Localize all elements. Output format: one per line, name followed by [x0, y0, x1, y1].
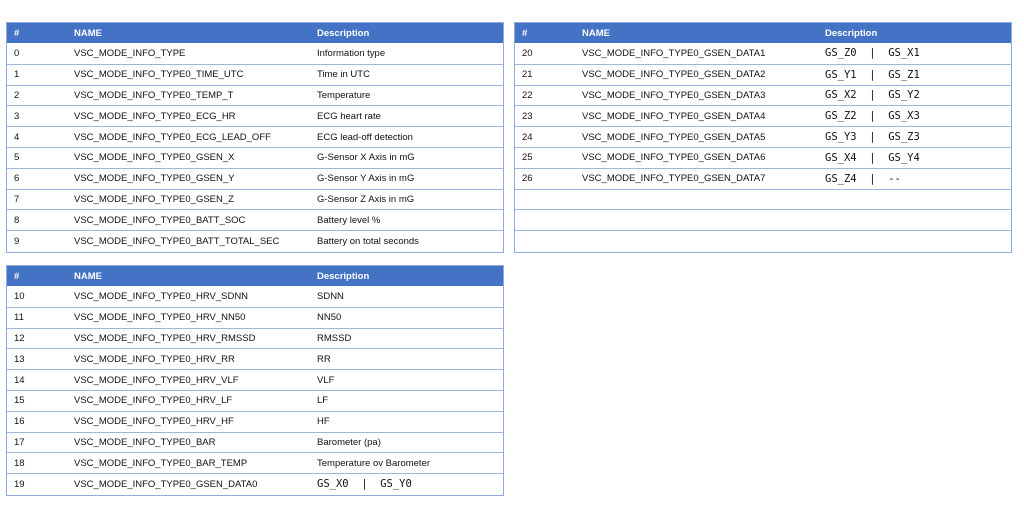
row-name: VSC_MODE_INFO_TYPE0_GSEN_DATA6 — [582, 152, 766, 164]
table-row — [7, 189, 503, 210]
table-row — [7, 286, 503, 307]
table-row — [515, 147, 1011, 168]
column-header-name: NAME — [582, 27, 610, 39]
row-number: 20 — [522, 47, 533, 59]
row-name: VSC_MODE_INFO_TYPE — [74, 47, 186, 59]
row-name: VSC_MODE_INFO_TYPE0_BAR — [74, 436, 216, 448]
row-description: ECG lead-off detection — [317, 131, 413, 143]
row-name: VSC_MODE_INFO_TYPE0_ECG_HR — [74, 110, 236, 122]
description-flagged-word: mG — [399, 173, 415, 185]
table-row — [7, 328, 503, 349]
empty-table-row — [515, 189, 1011, 210]
empty-table-row — [515, 209, 1011, 230]
row-description: Time in UTC — [317, 69, 370, 81]
row-description — [317, 194, 503, 205]
table-row — [515, 85, 1011, 106]
row-number: 25 — [522, 152, 533, 164]
table-row — [7, 432, 503, 453]
row-number: 8 — [14, 214, 20, 226]
row-name: VSC_MODE_INFO_TYPE0_GSEN_DATA3 — [582, 89, 766, 101]
column-header-number: # — [522, 27, 528, 39]
row-number: 18 — [14, 457, 25, 469]
row-number: 22 — [522, 89, 533, 101]
row-number: 5 — [14, 152, 20, 164]
column-header-number: # — [14, 27, 20, 39]
table-row — [515, 43, 1011, 64]
table-row — [7, 473, 503, 494]
table-row — [7, 105, 503, 126]
row-name: VSC_MODE_INFO_TYPE0_GSEN_Y — [74, 173, 235, 185]
row-number: 13 — [14, 353, 25, 365]
row-description: VLF — [317, 374, 335, 386]
row-name: VSC_MODE_INFO_TYPE0_GSEN_DATA7 — [582, 173, 766, 185]
row-description: GS_Z4 | -- — [825, 172, 901, 185]
description-flagged-word: mG — [399, 152, 415, 164]
column-header-name: NAME — [74, 27, 102, 39]
row-description: RMSSD — [317, 332, 352, 344]
row-description: Information type — [317, 47, 386, 59]
row-name: VSC_MODE_INFO_TYPE0_GSEN_DATA2 — [582, 69, 766, 81]
row-name: VSC_MODE_INFO_TYPE0_BAR_TEMP — [74, 457, 248, 469]
row-number: 21 — [522, 69, 533, 81]
table-row — [7, 307, 503, 328]
table-row — [515, 126, 1011, 147]
table-row — [515, 105, 1011, 126]
description-text: G-Sensor Z Axis in — [317, 193, 399, 205]
table-header — [515, 23, 1011, 43]
row-description — [317, 458, 503, 469]
row-name: VSC_MODE_INFO_TYPE0_GSEN_DATA5 — [582, 131, 766, 143]
description-flagged-word: ov — [372, 457, 384, 469]
table-row — [7, 85, 503, 106]
row-name: VSC_MODE_INFO_TYPE0_HRV_RMSSD — [74, 332, 256, 344]
table-row — [7, 230, 503, 251]
table-row — [7, 147, 503, 168]
description-text: G-Sensor Y Axis in — [317, 173, 400, 185]
table-row — [7, 452, 503, 473]
table-row — [7, 64, 503, 85]
table-header — [7, 266, 503, 286]
row-description: Battery on total seconds — [317, 235, 419, 247]
row-description: Temperature — [317, 89, 371, 101]
table-row — [7, 126, 503, 147]
row-description: ECG heart rate — [317, 110, 381, 122]
row-name: VSC_MODE_INFO_TYPE0_GSEN_X — [74, 152, 235, 164]
table-info-types-10-19 — [6, 265, 504, 496]
row-name: VSC_MODE_INFO_TYPE0_HRV_NN50 — [74, 312, 246, 324]
row-description: Battery level % — [317, 214, 381, 226]
row-description: GS_X2 | GS_Y2 — [825, 89, 920, 102]
row-number: 19 — [14, 478, 25, 490]
row-name: VSC_MODE_INFO_TYPE0_HRV_RR — [74, 353, 235, 365]
table-body — [515, 43, 1011, 251]
table-body — [7, 43, 503, 251]
table-row — [515, 168, 1011, 189]
row-number: 12 — [14, 332, 25, 344]
row-number: 9 — [14, 235, 20, 247]
row-description: GS_X0 | GS_Y0 — [317, 478, 412, 491]
row-description: GS_Y3 | GS_Z3 — [825, 131, 920, 144]
row-description: RR — [317, 353, 331, 365]
row-number: 1 — [14, 69, 20, 81]
row-name: VSC_MODE_INFO_TYPE0_GSEN_Z — [74, 193, 234, 205]
row-description: GS_Z2 | GS_X3 — [825, 110, 920, 123]
table-info-types-0-9 — [6, 22, 504, 253]
row-description: GS_X4 | GS_Y4 — [825, 151, 920, 164]
row-description: SDNN — [317, 290, 344, 302]
row-number: 11 — [14, 312, 24, 324]
row-description: GS_Y1 | GS_Z1 — [825, 68, 920, 81]
row-description — [317, 152, 503, 163]
table-body — [7, 286, 503, 494]
row-name: VSC_MODE_INFO_TYPE0_HRV_LF — [74, 395, 233, 407]
row-description: NN50 — [317, 312, 342, 324]
row-number: 24 — [522, 131, 533, 143]
row-number: 3 — [14, 110, 20, 122]
row-number: 6 — [14, 173, 20, 185]
row-number: 7 — [14, 193, 20, 205]
row-name: VSC_MODE_INFO_TYPE0_GSEN_DATA4 — [582, 110, 766, 122]
description-text: Barometer — [383, 457, 431, 469]
row-description — [317, 173, 503, 184]
column-header-number: # — [14, 270, 20, 282]
row-name: VSC_MODE_INFO_TYPE0_GSEN_DATA1 — [582, 47, 766, 59]
row-name: VSC_MODE_INFO_TYPE0_GSEN_DATA0 — [74, 478, 258, 490]
row-number: 4 — [14, 131, 20, 143]
row-name: VSC_MODE_INFO_TYPE0_ECG_LEAD_OFF — [74, 131, 271, 143]
row-number: 15 — [14, 395, 25, 407]
row-name: VSC_MODE_INFO_TYPE0_HRV_SDNN — [74, 290, 249, 302]
row-number: 16 — [14, 416, 25, 428]
row-description: Barometer (pa) — [317, 436, 381, 448]
row-description: HF — [317, 416, 330, 428]
row-number: 2 — [14, 89, 20, 101]
table-row — [515, 64, 1011, 85]
row-number: 26 — [522, 173, 533, 185]
column-header-name: NAME — [74, 270, 102, 282]
table-row — [7, 43, 503, 64]
row-number: 23 — [522, 110, 533, 122]
table-row — [7, 348, 503, 369]
table-row — [7, 390, 503, 411]
description-flagged-word: mG — [398, 193, 415, 205]
row-number: 10 — [14, 290, 25, 302]
column-header-description: Description — [317, 27, 370, 39]
column-header-description: Description — [825, 27, 878, 39]
row-number: 17 — [14, 436, 25, 448]
table-row — [7, 209, 503, 230]
row-name: VSC_MODE_INFO_TYPE0_BATT_TOTAL_SEC — [74, 235, 280, 247]
column-header-description: Description — [317, 270, 370, 282]
empty-table-row — [515, 230, 1011, 251]
table-header — [7, 23, 503, 43]
table-row — [7, 369, 503, 390]
row-number: 0 — [14, 47, 20, 59]
row-number: 14 — [14, 374, 25, 386]
row-description: GS_Z0 | GS_X1 — [825, 47, 920, 60]
table-row — [7, 168, 503, 189]
row-name: VSC_MODE_INFO_TYPE0_HRV_HF — [74, 416, 234, 428]
table-info-types-20-26 — [514, 22, 1012, 253]
description-text: Temperature — [317, 457, 373, 469]
row-name: VSC_MODE_INFO_TYPE0_BATT_SOC — [74, 214, 246, 226]
row-name: VSC_MODE_INFO_TYPE0_TEMP_T — [74, 89, 234, 101]
row-description: LF — [317, 395, 329, 407]
row-name: VSC_MODE_INFO_TYPE0_HRV_VLF — [74, 374, 239, 386]
row-name: VSC_MODE_INFO_TYPE0_TIME_UTC — [74, 69, 244, 81]
description-text: G-Sensor X Axis in — [317, 152, 400, 164]
table-row — [7, 411, 503, 432]
